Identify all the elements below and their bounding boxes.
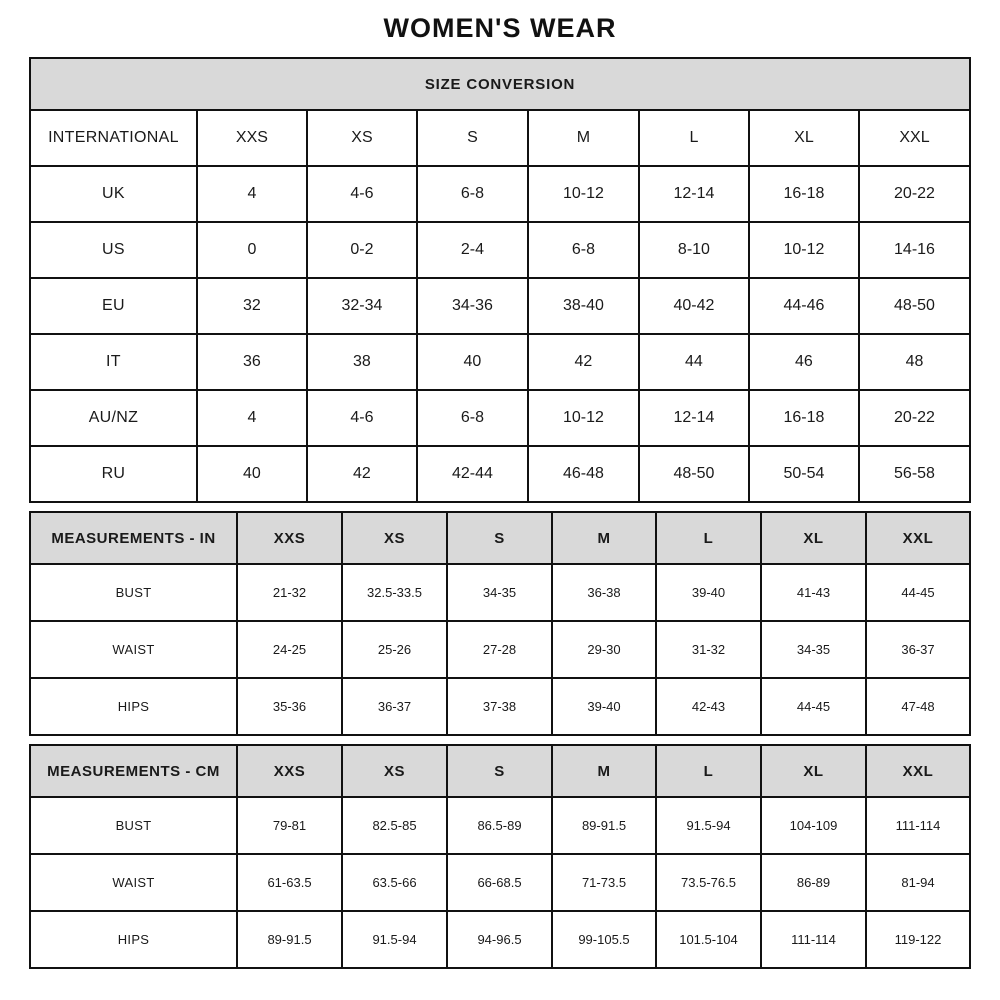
size-cell: 44-46: [749, 278, 859, 334]
size-cell: 32: [197, 278, 307, 334]
measurement-cell: 24-25: [237, 621, 342, 678]
table-row-waist-in: [30, 621, 970, 678]
measurement-cell: 91.5-94: [656, 797, 761, 854]
table-row-hips-in: [30, 678, 970, 735]
size-cell: XXL: [859, 110, 970, 166]
size-cell: 36: [197, 334, 307, 390]
size-cell: 48-50: [639, 446, 749, 502]
column-header: XL: [761, 745, 866, 797]
measurements-cm-header-row: [30, 745, 970, 797]
measurement-cell: 63.5-66: [342, 854, 447, 911]
size-cell: XL: [749, 110, 859, 166]
size-cell: 10-12: [528, 166, 639, 222]
size-cell: 4: [197, 390, 307, 446]
column-header: XL: [761, 512, 866, 564]
row-label: IT: [30, 334, 197, 390]
column-header: XXL: [866, 512, 970, 564]
table-row-hips-cm: [30, 911, 970, 968]
measurement-cell: 91.5-94: [342, 911, 447, 968]
column-header: L: [656, 745, 761, 797]
size-cell: 6-8: [528, 222, 639, 278]
size-cell: 46-48: [528, 446, 639, 502]
measurement-cell: 94-96.5: [447, 911, 552, 968]
size-cell: 10-12: [749, 222, 859, 278]
measurement-cell: 79-81: [237, 797, 342, 854]
size-cell: 10-12: [528, 390, 639, 446]
size-cell: 0-2: [307, 222, 417, 278]
size-cell: 6-8: [417, 390, 528, 446]
measurement-cell: 101.5-104: [656, 911, 761, 968]
size-cell: 12-14: [639, 166, 749, 222]
row-label: BUST: [30, 564, 237, 621]
measurement-cell: 99-105.5: [552, 911, 656, 968]
measurement-cell: 44-45: [761, 678, 866, 735]
measurement-cell: 37-38: [447, 678, 552, 735]
size-cell: 4-6: [307, 390, 417, 446]
size-cell: 20-22: [859, 390, 970, 446]
column-header: XXS: [237, 512, 342, 564]
size-cell: 32-34: [307, 278, 417, 334]
row-label: UK: [30, 166, 197, 222]
column-header: M: [552, 745, 656, 797]
column-header: XXS: [237, 745, 342, 797]
size-cell: 20-22: [859, 166, 970, 222]
size-conversion-caption-row: [30, 58, 970, 110]
size-cell: 40-42: [639, 278, 749, 334]
row-label: HIPS: [30, 678, 237, 735]
measurement-cell: 34-35: [447, 564, 552, 621]
size-cell: XXS: [197, 110, 307, 166]
size-cell: 0: [197, 222, 307, 278]
measurement-cell: 119-122: [866, 911, 970, 968]
size-cell: 16-18: [749, 166, 859, 222]
row-label: RU: [30, 446, 197, 502]
column-header: XS: [342, 745, 447, 797]
size-conversion-caption: SIZE CONVERSION: [30, 58, 970, 110]
measurements-cm-title: MEASUREMENTS - CM: [30, 745, 237, 797]
size-cell: 44: [639, 334, 749, 390]
measurement-cell: 42-43: [656, 678, 761, 735]
size-cell: 14-16: [859, 222, 970, 278]
table-row-it: [30, 334, 970, 390]
row-label: INTERNATIONAL: [30, 110, 197, 166]
measurement-cell: 86-89: [761, 854, 866, 911]
measurement-cell: 89-91.5: [552, 797, 656, 854]
table-row-eu: [30, 278, 970, 334]
size-conversion-table: [29, 57, 971, 503]
measurement-cell: 35-36: [237, 678, 342, 735]
size-cell: M: [528, 110, 639, 166]
measurement-cell: 61-63.5: [237, 854, 342, 911]
column-header: M: [552, 512, 656, 564]
measurement-cell: 21-32: [237, 564, 342, 621]
size-cell: S: [417, 110, 528, 166]
size-cell: 40: [197, 446, 307, 502]
measurement-cell: 36-37: [342, 678, 447, 735]
measurement-cell: 31-32: [656, 621, 761, 678]
measurements-cm-table: [29, 744, 971, 969]
measurement-cell: 82.5-85: [342, 797, 447, 854]
size-cell: 46: [749, 334, 859, 390]
table-row-bust-in: [30, 564, 970, 621]
size-cell: 12-14: [639, 390, 749, 446]
column-header: XXL: [866, 745, 970, 797]
column-header: S: [447, 512, 552, 564]
measurement-cell: 73.5-76.5: [656, 854, 761, 911]
measurements-in-header-row: [30, 512, 970, 564]
measurement-cell: 34-35: [761, 621, 866, 678]
size-cell: 34-36: [417, 278, 528, 334]
measurement-cell: 41-43: [761, 564, 866, 621]
column-header: XS: [342, 512, 447, 564]
measurement-cell: 39-40: [656, 564, 761, 621]
size-cell: 42: [307, 446, 417, 502]
size-cell: L: [639, 110, 749, 166]
size-cell: 6-8: [417, 166, 528, 222]
row-label: EU: [30, 278, 197, 334]
size-cell: 16-18: [749, 390, 859, 446]
size-cell: 48-50: [859, 278, 970, 334]
size-cell: 48: [859, 334, 970, 390]
measurement-cell: 111-114: [761, 911, 866, 968]
measurement-cell: 47-48: [866, 678, 970, 735]
measurement-cell: 71-73.5: [552, 854, 656, 911]
row-label: BUST: [30, 797, 237, 854]
table-row-uk: [30, 166, 970, 222]
table-row-bust-cm: [30, 797, 970, 854]
size-cell: 8-10: [639, 222, 749, 278]
column-header: S: [447, 745, 552, 797]
row-label: US: [30, 222, 197, 278]
measurement-cell: 86.5-89: [447, 797, 552, 854]
size-cell: 50-54: [749, 446, 859, 502]
measurement-cell: 29-30: [552, 621, 656, 678]
measurement-cell: 44-45: [866, 564, 970, 621]
table-row-us: [30, 222, 970, 278]
table-row-international: [30, 110, 970, 166]
page-title: WOMEN'S WEAR: [383, 13, 617, 43]
size-cell: 38-40: [528, 278, 639, 334]
measurement-cell: 39-40: [552, 678, 656, 735]
size-cell: 40: [417, 334, 528, 390]
column-header: L: [656, 512, 761, 564]
size-cell: 38: [307, 334, 417, 390]
size-cell: 2-4: [417, 222, 528, 278]
row-label: WAIST: [30, 621, 237, 678]
size-cell: 4-6: [307, 166, 417, 222]
measurement-cell: 25-26: [342, 621, 447, 678]
table-row-waist-cm: [30, 854, 970, 911]
measurements-in-title: MEASUREMENTS - IN: [30, 512, 237, 564]
size-cell: 42: [528, 334, 639, 390]
size-cell: 4: [197, 166, 307, 222]
measurement-cell: 36-38: [552, 564, 656, 621]
row-label: HIPS: [30, 911, 237, 968]
size-cell: 56-58: [859, 446, 970, 502]
measurement-cell: 36-37: [866, 621, 970, 678]
measurement-cell: 104-109: [761, 797, 866, 854]
table-row-aunz: [30, 390, 970, 446]
measurement-cell: 81-94: [866, 854, 970, 911]
size-cell: 42-44: [417, 446, 528, 502]
measurement-cell: 111-114: [866, 797, 970, 854]
row-label: AU/NZ: [30, 390, 197, 446]
measurement-cell: 27-28: [447, 621, 552, 678]
row-label: WAIST: [30, 854, 237, 911]
measurement-cell: 89-91.5: [237, 911, 342, 968]
measurements-in-table: [29, 511, 971, 736]
size-cell: XS: [307, 110, 417, 166]
measurement-cell: 66-68.5: [447, 854, 552, 911]
measurement-cell: 32.5-33.5: [342, 564, 447, 621]
table-row-ru: [30, 446, 970, 502]
